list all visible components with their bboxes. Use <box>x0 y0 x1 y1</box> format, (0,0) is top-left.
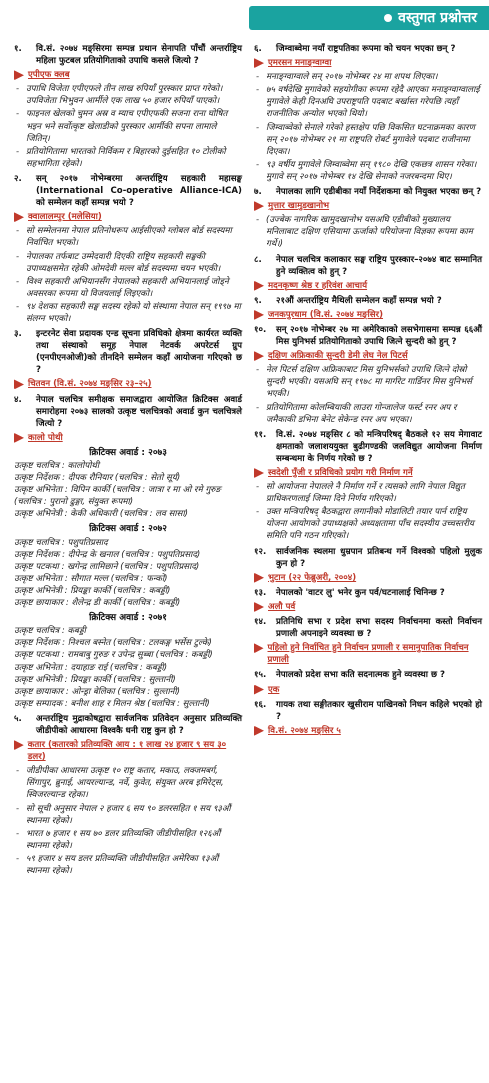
award-item: उत्कृष्ट चलचित्र : कालोपोथी <box>14 461 100 471</box>
question-text: गायक तथा सङ्गीतकार खुसीराम पाखिनको निधन कहिले भएको हो ? <box>276 699 482 722</box>
arrow-icon <box>254 58 264 68</box>
note-item: - प्रतियोगितामा भारतको निर्विकम र बिहारको दुईसहित १० टोलीको सहभागिता रहेको। <box>14 146 242 170</box>
note-item: - नेल पिटर्स दक्षिण अफ्रिकाबाट मिस युनिभर्सको उपाधि जित्ने दोस्रो सुन्दरी भएकी। यसअघि सन् १९७८ मा मार्गरेट गार्डिनर मिस युनिभर्स भएकी। <box>254 364 482 400</box>
answer-text: भुटान (२२ फेब्रुअरी, २००४) <box>268 572 357 583</box>
question <box>254 254 482 278</box>
answer <box>254 280 482 292</box>
answer-notes <box>14 225 242 325</box>
question-number: ८. <box>254 254 262 265</box>
arrow-icon <box>14 212 24 222</box>
award-heading: क्रिटिक्स अवार्ड : २०७२ <box>89 524 167 535</box>
answer <box>254 684 482 696</box>
answer-notes <box>254 71 482 183</box>
question <box>254 616 482 640</box>
question-number: १५. <box>254 670 267 681</box>
answer <box>14 211 242 223</box>
question <box>254 186 482 198</box>
question-number: ११. <box>254 429 267 440</box>
award-item: उत्कृष्ट निर्देशक : निश्चल बस्नेत (चलचित्र : टलकङ्ग भर्सेस टुल्के) <box>14 638 212 649</box>
question-text: नेपालको प्रदेश सभा कति सदनात्मक हुने व्यवस्था छ ? <box>276 670 446 681</box>
question-text: इन्टरनेट सेवा प्रदायक एन्ड सूचना प्रविधिको क्षेत्रमा कार्यरत व्यक्ति तथा संस्थाको समूह नेपाल नेटवर्क अपरेटर्स ग्रुप (एनपीएनओजी)को तीनदिने सम्मेलन कहाँ आयोजना गरिएको छ ? <box>36 329 242 376</box>
award-item: उत्कृष्ट अभिनेता : सौगात मल्ल (चलचित्र : फन्को) <box>14 573 168 584</box>
answer <box>14 378 242 390</box>
question-number: ३. <box>14 329 22 340</box>
note-item: - ५९ हजार ४ सय डलर प्रतिव्यक्ति जीडीपीसहित अमेरिका १३औं स्थानमा रहेको। <box>14 853 242 877</box>
question-text: नेपालका लागि एडीबीका नयाँ निर्देशकमा को नियुक्त भएका छन् ? <box>276 187 482 198</box>
arrow-icon <box>14 433 24 443</box>
answer <box>254 467 482 479</box>
award-item: उत्कृष्ट पटकथा : रामबाबु गुरुङ र उपेन्द्र सुब्बा (चलचित्र : कबड्डी) <box>14 650 213 661</box>
question <box>254 324 482 348</box>
bullet-icon <box>384 14 392 22</box>
question <box>254 429 482 465</box>
answer-notes <box>14 765 242 877</box>
question-number: १०. <box>254 324 267 335</box>
answer-text: जनकपुरधाम (वि.सं. २०७४ मङ्सिर) <box>268 309 384 320</box>
question-text: नेपाल चलचित्र समीक्षक समाजद्वारा आयोजित क्रिटिक्स अवार्ड समारोहमा २०७३ सालको उत्कृष्ट चलचित्रको अवार्ड कुन चलचित्रले जित्यो ? <box>36 394 242 429</box>
question-text: सार्वजनिक स्थलमा धुम्रपान प्रतिबन्ध गर्ने विश्वको पहिलो मुलुक कुन हो ? <box>276 546 482 569</box>
question <box>254 669 482 681</box>
question-text: वि.सं. २०७४ मङ्सिर ८ को मन्त्रिपरिषद् बैठकले १२ सय मेगावाट क्षमताको जलाशययुक्त बुढीगण्डकी जलविद्युत आयोजना निर्माण सम्बन्धमा के निर्णय गरेको छ ? <box>276 429 482 464</box>
award-item: उत्कृष्ट छायाकार : ओन्ड्रा बेलिका (चलचित्र : सुल्तानी) <box>14 686 181 697</box>
right-column <box>254 40 482 739</box>
note-item: - सो सम्मेलनमा नेपाल प्रतिनोधरूप आईसीएको ग्लोबल बोर्ड सदस्यमा निर्वाचित भएको। <box>14 225 242 249</box>
question-number: ६. <box>254 44 262 54</box>
note-item: - उपाधि विजेता एपीएफले तीन लाख रुपियाँ पुरस्कार प्राप्त गरेको। उपविजेता भिभुवन आर्मीले एक लाख ५० हजार रुपियाँ पाएको। <box>14 83 242 107</box>
question-number: २. <box>14 173 22 184</box>
arrow-icon <box>14 379 24 389</box>
award-item: उत्कृष्ट छायाकार : शैलेन्द्र डी कार्की (चलचित्र : कबड्डी) <box>14 598 181 609</box>
arrow-icon <box>254 643 264 653</box>
note-item: - मनाङ्ग्वाग्वाले सन् २०१७ नोभेम्बर २४ मा शपथ लिएका। <box>254 71 482 83</box>
note-item: - जीडीपीका आधारमा उत्कृष्ट १० राष्ट्र कतार, मकाउ, लक्जमबर्ग, सिंगापुर, ब्रुनाई, आयरल्यान्ड, नर्वे, कुवेत, संयुक्त अरब इमिरेट्स, स्विजरल्यान्ड रहेका। <box>14 765 242 801</box>
question-text: सन् २०१७ नोभेम्बर २७ मा अमेरिकाको लसभेगासमा सम्पन्न ६६औं मिस युनिभर्स प्रतियोगिताको उपाधि जित्ने सुन्दरी को हुन् ? <box>276 324 482 348</box>
note-item: - प्रतियोगितामा कोलम्बियाकी लाउरा गोन्जालेज फर्स्ट रनर अप र जमैकाकी डभिना बेनेट सेकेन्ड रनर अप भएका। <box>254 402 482 426</box>
arrow-icon <box>14 740 24 750</box>
award-item: उत्कृष्ट चलचित्र : कबड्डी <box>14 626 86 637</box>
question <box>254 699 482 723</box>
answer-text: पहिलो हुने निर्वाचित हुने निर्वाचन प्रणाली र समानुपातिक निर्वाचन प्रणाली <box>267 643 469 666</box>
arrow-icon <box>254 685 264 695</box>
note-item: - ७५ वर्षदेखि मुगावेको सहयोगीका रूपमा रहेदै आएका मनाङ्ग्वाग्वालाई मुगावेले केही दिनअघि उपराष्ट्रपति पदबाट बर्खास्त गरेपछि त्यहाँ राजनीतिक अन्योल भएको थियो। <box>254 84 482 120</box>
question-number: १६. <box>254 699 267 710</box>
question-text: सन् २०१७ नोभेम्बरमा अन्तर्राष्ट्रिय सहकारी महासङ्घ (International Co-operative Alliance-ICA) को सम्मेलन कहाँ सम्पन्न भयो ? <box>36 173 242 209</box>
award-item: उत्कृष्ट चलचित्र : पशुपतिप्रसाद <box>14 537 108 548</box>
arrow-icon <box>254 602 264 612</box>
question <box>254 295 482 307</box>
award-item: उत्कृष्ट पटकथा : खगेन्द्र लामिछाने (चलचित्र : पशुपतिप्रसाद) <box>14 561 200 572</box>
question <box>14 328 242 376</box>
answer <box>254 642 482 666</box>
arrow-icon <box>254 726 264 736</box>
answer-text: एपीएफ क्लब <box>28 70 70 81</box>
note-item: - सो आयोजना नेपालले नै निर्माण गर्ने र त्यसको लागि नेपाल विद्युत प्राधिकरणलाई जिम्मा दिने निर्णय गरिएको। <box>254 481 482 505</box>
award-heading: क्रिटिक्स अवार्ड : २०७१ <box>89 613 167 624</box>
award-item: उत्कृष्ट निर्देशक : दीपक रौनियार (चलचित्र : सेतो सूर्य) <box>14 473 181 484</box>
note-item: - सो सूची अनुसार नेपाल २ हजार ६ सय ९० डलरसहित १ सय ९३औं स्थानमा रहेको। <box>14 803 242 827</box>
arrow-icon <box>254 573 264 583</box>
page-title-text: वस्तुगत प्रश्नोत्तर <box>398 10 477 26</box>
question-number: १. <box>14 44 22 54</box>
question <box>254 546 482 570</box>
question-text: नेपालको 'वाटर लु' भनेर कुन पर्व/घटनालाई चिनिन्छ ? <box>276 587 445 598</box>
question-number: ७. <box>254 187 262 198</box>
question <box>254 587 482 599</box>
answer-text: स्वदेशी पुँजी र प्रविधिको प्रयोग गरी निर्माण गर्ने <box>268 468 413 478</box>
question <box>14 43 242 67</box>
question-number: ९. <box>254 295 262 306</box>
answer <box>254 350 482 362</box>
answer-text: क्वालालम्पुर (मलेसिया) <box>28 212 102 223</box>
page-title <box>384 6 477 30</box>
page-header <box>0 0 489 40</box>
award-item: उत्कृष्ट अभिनेता : विपिन कार्की (चलचित्र : जात्रा र मा ओ रमे गुरुङ (चलचित्र : पुरानो ढुङ्गा, संयुक्त रूपमा) <box>14 485 221 508</box>
question-text: नेपाल चलचित्र कलाकार सङ्घ राष्ट्रिय पुरस्कार–२०७४ बाट सम्मानित हुने व्यक्तित्व को हुन् ? <box>276 254 482 277</box>
answer-notes <box>254 481 482 542</box>
answer-text: एक <box>268 684 280 695</box>
answer <box>254 200 482 212</box>
question-text: अन्तर्राष्ट्रिय मुद्राकोषद्वारा सार्वजनिक प्रतिवेदन अनुसार प्रतिव्यक्ति जीडीपीको आधारमा विश्वकै धनी राष्ट्र कुन हो ? <box>36 713 242 736</box>
question-number: ४. <box>14 394 22 405</box>
question <box>14 713 242 737</box>
answer-notes <box>14 83 242 170</box>
award-heading: क्रिटिक्स अवार्ड : २०७३ <box>89 447 167 458</box>
question-number: ५. <box>14 713 22 724</box>
award-item: उत्कृष्ट अभिनेत्री : केकी अधिकारी (चलचित्र : लव सासा) <box>14 509 189 520</box>
answer-text: दक्षिण अफ्रिकाकी सुन्दरी डेमी लेघ नेल पिटर्स <box>268 351 408 362</box>
answer <box>254 572 482 584</box>
note-item: - जिम्वाब्वेको सेनाले गरेको हस्तक्षेप पछि विकसित घटनाक्रमका कारण सन् २०१७ नोभेम्बर २१ मा राष्ट्रपति रोबर्ट मुगावेले पदबाट राजीनामा दिएका। <box>254 122 482 158</box>
arrow-icon <box>14 70 24 80</box>
answer-notes <box>254 214 482 250</box>
question-number: १४. <box>254 617 267 628</box>
note-item: - ९४ देशका सहकारी सङ्घ सदस्य रहेको यो संस्थामा नेपाल सन् १९९७ मा संलग्न भएको। <box>14 301 242 325</box>
arrow-icon <box>254 310 264 320</box>
arrow-icon <box>254 351 264 361</box>
note-item: - उक्त मन्त्रिपरिषद् बैठकद्वारा लगानीको मोडालिटी तयार पार्न राष्ट्रिय योजना आयोगको उपाध्यक्षको अध्यक्षतामा पाँच सदस्यीय उच्चस्तरीय समिति पनि गठन गरिएको। <box>254 506 482 542</box>
answer <box>254 57 482 69</box>
answer <box>14 432 242 444</box>
question-text: वि.सं. २०७४ मङ्सिरमा सम्पन्न प्रथान सेनापति पाँचौं अन्तर्राष्ट्रिय महिला फुटबल प्रतियोगिताको उपाधि कसले जित्यो ? <box>36 44 242 67</box>
question-number: १२. <box>254 546 267 557</box>
answer <box>254 601 482 613</box>
question-text: २१औं अन्तर्राष्ट्रिय मैथिली सम्मेलन कहाँ सम्पन्न भयो ? <box>276 295 442 306</box>
answer-text: कालो पोथी <box>28 432 63 443</box>
note-item: - (उज्बेक नागरिक खामुदखानोभ यसअघि एडीबीको मुख्यालय मनिलाबाट दक्षिण एसियामा ऊर्जाको परियोजना विज्ञका रूपमा काम गर्थे।) <box>254 214 482 250</box>
award-item: उत्कृष्ट सम्पादक : बनीश शाह र मिलन श्रेष्ठ (चलचित्र : सुल्तानी) <box>14 698 210 709</box>
answer-text: कतार (कतारको प्रतिव्यक्ति आय : १ लाख २४ हजार ९ सय ३० डलर) <box>27 740 227 763</box>
question <box>254 43 482 55</box>
note-item: - फाइनल खेलको चुमन अस्र व म्याच एपीएफकी सजना राना घोषित भइन भने सर्वोत्कृष्ट खेलाडीको पुरस्कार आर्मीकी सपना लामाले जितिन्। <box>14 108 242 144</box>
arrow-icon <box>254 468 264 478</box>
question-text: प्रतिनिधि सभा र प्रदेश सभा सदस्य निर्वाचनमा कस्तो निर्वाचन प्रणाली अपनाइने व्यवस्था छ ? <box>276 617 482 640</box>
arrow-icon <box>254 281 264 291</box>
answer <box>14 739 242 763</box>
answer-text: मुत्तार खामुडखानोभ <box>268 201 330 212</box>
award-item: उत्कृष्ट अभिनेत्री : प्रियङ्का कार्की (चलचित्र : सुल्तानी) <box>14 674 176 685</box>
arrow-icon <box>254 201 264 211</box>
question-number: १३. <box>254 587 267 598</box>
left-column <box>14 40 242 879</box>
answer-text: अलौ पर्व <box>268 601 296 612</box>
answer-text: एमरसन मनाङ्ग्वाग्वा <box>268 58 332 69</box>
award-item: उत्कृष्ट अभिनेत्री : प्रियङ्का कार्की (चलचित्र : कबड्डी) <box>14 585 171 596</box>
note-item: - विश्व सहकारी अभियानसँग नेपालको सहकारी अभियानलाई जोड्ने अवसरका रूपमा यो विजयलाई लिइएको। <box>14 276 242 300</box>
question <box>14 394 242 430</box>
answer-notes <box>254 364 482 425</box>
award-item: उत्कृष्ट अभिनेता : दयाहाङ राई (चलचित्र : कबड्डी) <box>14 662 168 673</box>
answer <box>254 309 482 321</box>
answer <box>254 725 482 737</box>
question-text: जिम्वाब्वेमा नयाँ राष्ट्रपतिका रूपमा को चयन भएका छन् ? <box>276 44 456 54</box>
answer-text: मदनकृष्ण श्रेष्ठ र हरिवंश आचार्य <box>268 280 368 291</box>
answer <box>14 69 242 81</box>
award-item: उत्कृष्ट निर्देशक : दीपेन्द्र के खनाल (चलचित्र : पशुपतिप्रसाद) <box>14 549 201 560</box>
answer-text: चितवन (वि.सं. २०७४ मङ्सिर २३–२५) <box>28 379 152 390</box>
note-item: - नेपालका तर्फबाट उम्मेदवारी दिएकी राष्ट्रिय सहकारी सङ्घकी उपाध्यक्षसमेत रहेकी ओमदेवी मल्ल बोर्ड सदस्यमा चयन भएकी। <box>14 251 242 275</box>
question <box>14 173 242 209</box>
note-item: - ९३ वर्षीय मुगावेले जिम्वाब्वेमा सन् १९८० देखि एकछत्र शासन गरेका। मुगावे सन् २०१७ नोभेम्बर १४ देखि सेनाको नजरबन्दमा थिए। <box>254 159 482 183</box>
answer-text: वि.सं. २०७४ मङ्सिर ५ <box>268 725 341 736</box>
note-item: - भारत ७ हजार १ सय ७० डलर प्रतिव्यक्ति जीडीपीसहित १२६औं स्थानमा रहेको। <box>14 828 242 852</box>
